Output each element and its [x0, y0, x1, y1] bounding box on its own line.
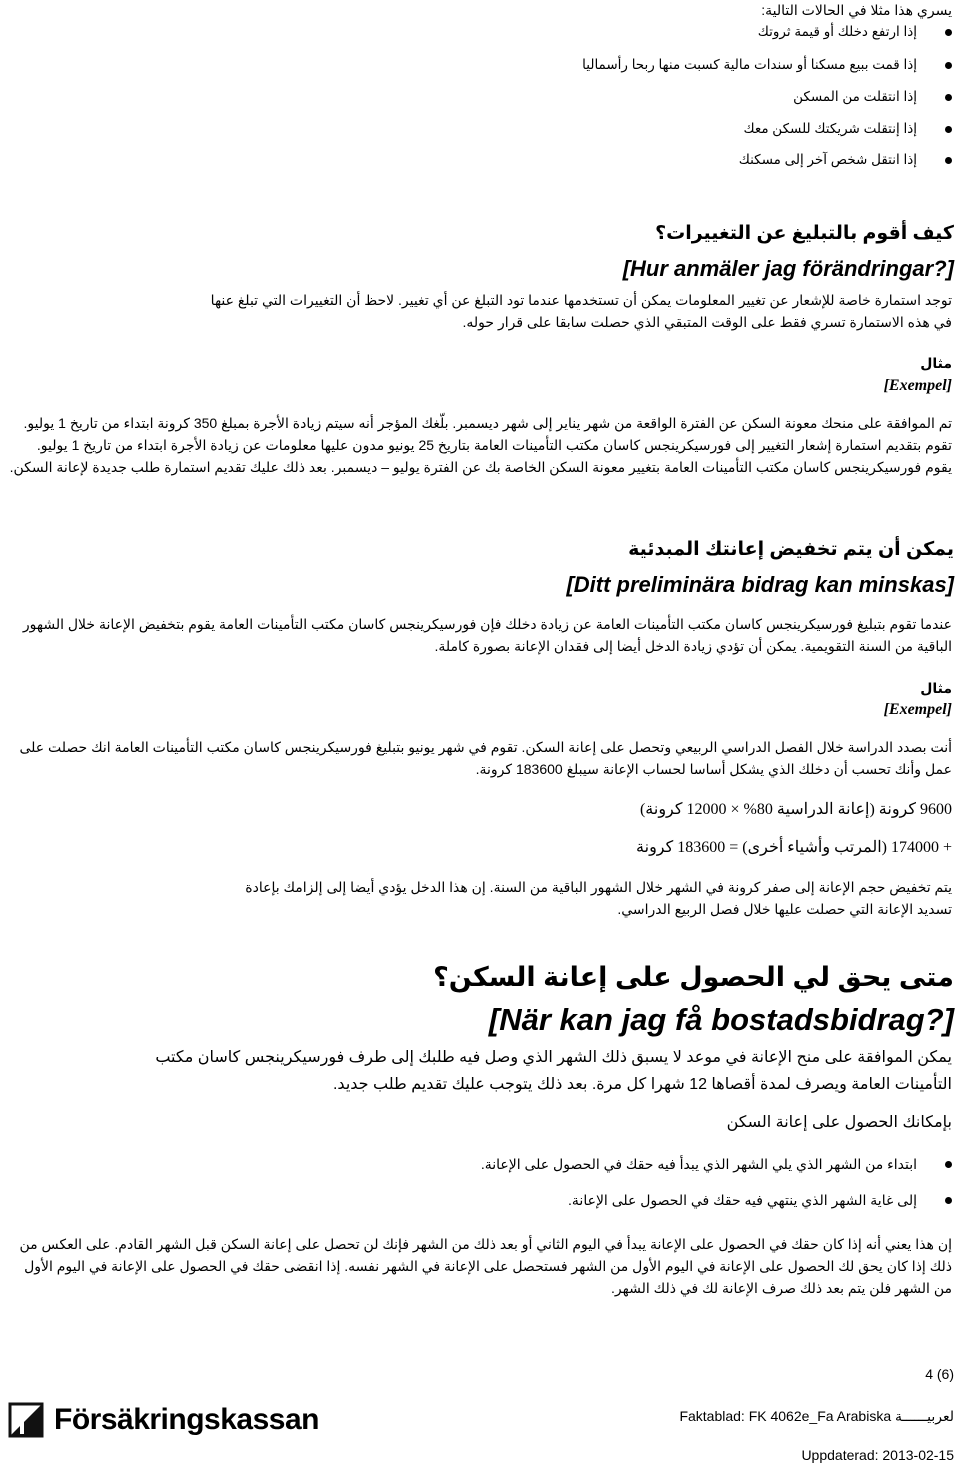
when-heading-ar: متى يحق لي الحصول على إعانة السكن؟ — [433, 962, 954, 992]
when-subheading: بإمكانك الحصول على إعانة السكن — [726, 1114, 952, 1131]
reduce-example-text: أنت بصدد الدراسة خلال الفصل الدراسي الربيعي وتحصل على إعانة السكن. تقوم في شهر يونيو بتبليغ فورسيكرينجس كاسان مكتب التأمينات العامة انك حصلت على عمل وأنك تحسب أن دخلك الذي يشكل أساسا لحساب الإعانة سيبلغ 183600 كرونة. — [19, 739, 952, 777]
example-label-sv: [Exempel] — [883, 377, 952, 394]
bullet-icon — [945, 94, 952, 101]
report-heading-sv: [Hur anmäler jag förändringar?] — [622, 256, 954, 281]
when-item: إلى غاية الشهر الذي ينتهي فيه حقك في الحصول على الإعانة. — [568, 1192, 952, 1209]
intro-text: يسري هذا مثلا في الحالات التالية: — [761, 2, 952, 18]
logo-mark-icon — [8, 1402, 44, 1438]
bullet-icon — [945, 157, 952, 164]
when-paragraph: يمكن الموافقة على منح الإعانة في موعد لا يسبق ذلك الشهر الذي وصل فيه طلبك إلى طرف فورسيكرينجس كاسان مكتب التأمينات العامة ويصرف لمدة أقصاها 12 شهرا كل مرة. بعد ذلك يتوجب عليك تقديم طلب جديد. — [155, 1049, 952, 1093]
case-item: إذا انتقلت من المسكن — [793, 89, 952, 105]
report-paragraph: توجد استمارة خاصة للإشعار عن تغيير المعلومات يمكن أن تستخدمها عندما تود التبلغ عن أي تغيير. لاحظ أن التغييرات التي تبلغ عنها في هذه الاستمارة تسري فقط على الوقت المتبقي الذي حصلت سابقا على قرار حوله. — [210, 292, 952, 330]
report-heading-ar: كيف أقوم بالتبليغ عن التغييرات؟ — [655, 223, 954, 244]
example-label-ar: مثال — [920, 355, 952, 371]
updated-date: Uppdaterad: 2013-02-15 — [801, 1447, 954, 1463]
factsheet-id: Faktablad: FK 4062e_Fa Arabiska لعربيــــــة — [679, 1408, 954, 1424]
reduce-heading-ar: يمكن أن يتم تخفيض إعانتك المبدئية — [628, 539, 954, 560]
when-note: إن هذا يعني أنه إذا كان حقك في الحصول على الإعانة يبدأ في اليوم الثاني أو بعد ذلك من الشهر فإنك لن تحصل على إعانة السكن قبل الشهر القادم. على العكس من ذلك إذا كان يحق لك الحصول على الإعانة في اليوم الأول من الشهر فستحصل على الإعانة في الشهر نفسه. إذا انقضى حقك في الحصول على الإعانة في اليوم الأول من الشهر فلن يتم بعد ذلك صرف الإعانة لك في ذلك الشهر. — [19, 1236, 952, 1296]
reduce-heading-sv: [Ditt preliminära bidrag kan minskas] — [566, 572, 954, 597]
bullet-icon — [945, 62, 952, 69]
case-item: إذا إنتقلت شريكتك للسكن معك — [743, 121, 952, 137]
report-example-text: تم الموافقة على منحك معونة السكن عن الفترة الواقعة من شهر يناير إلى شهر ديسمبر. بلّغك المؤجر أنه سيتم زيادة الأجرة بمبلغ 350 كرونة ابتداء من تاريخ 1 يوليو. تقوم بتقديم استمارة إشعار التغيير إلى فورسيكرينجس كاسان مكتب التأمينات العامة بتاريخ 25 يونيو مدون عليها معلومات عن زيادة الأجرة ابتداء من تاريخ 1 يوليو. يقوم فورسيكرينجس كاسان مكتب التأمينات العامة بتغيير معونة السكن الخاصة بك عن الفترة يوليو – ديسمبر. بعد ذلك عليك تقديم استمارة طلب جديدة لإعانة السكن. — [9, 415, 952, 475]
forsakringskassan-logo — [8, 1402, 319, 1438]
case-item: إذا انتقل شخص آخر إلى مسكنك — [739, 152, 952, 168]
case-item: إذا قمت ببيع مسكنا أو سندات مالية كسبت منها ربحا رأسماليا — [582, 57, 952, 73]
when-item: ابتداء من الشهر الذي يلي الشهر الذي يبدأ فيه حقك في الحصول على الإعانة. — [481, 1156, 952, 1173]
case-item: إذا ارتفع دخلك أو قيمة ثروتك — [758, 24, 952, 40]
calculation-line: + 174000 (المرتب وأشياء أخرى) = 183600 كرونة — [636, 839, 952, 856]
reduce-paragraph: عندما تقوم بتبليغ فورسيكرينجس كاسان مكتب التأمينات العامة عن زيادة دخلك فإن فورسيكرينجس كاسان مكتب التأمينات العامة يقوم بتخفيض الإعانة خلال الشهور الباقية من السنة التقويمية. يمكن أن تؤدي زيادة الدخل أيضا إلى فقدان الإعانة بصورة كاملة. — [22, 616, 952, 654]
calculation-line: 9600 كرونة (إعانة الدراسية 80% × 12000 كرونة) — [639, 801, 952, 818]
example-label-sv: [Exempel] — [883, 701, 952, 718]
bullet-icon — [945, 1161, 952, 1168]
reduce-result-text: يتم تخفيض حجم الإعانة إلى صفر كرونة في الشهر خلال الشهور الباقية من السنة. إن هذا الدخل يؤدي أيضا إلى إلزامك بإعادة تسديد الإعانة التي حصلت عليها خلال فصل الربيع الدراسي. — [245, 879, 952, 917]
when-heading-sv: [När kan jag få bostadsbidrag?] — [488, 1002, 954, 1037]
page-number: 4 (6) — [925, 1366, 954, 1382]
bullet-icon — [945, 126, 952, 133]
bullet-icon — [945, 29, 952, 36]
logo-text: Försäkringskassan — [54, 1403, 319, 1436]
example-label-ar: مثال — [920, 680, 952, 696]
bullet-icon — [945, 1197, 952, 1204]
